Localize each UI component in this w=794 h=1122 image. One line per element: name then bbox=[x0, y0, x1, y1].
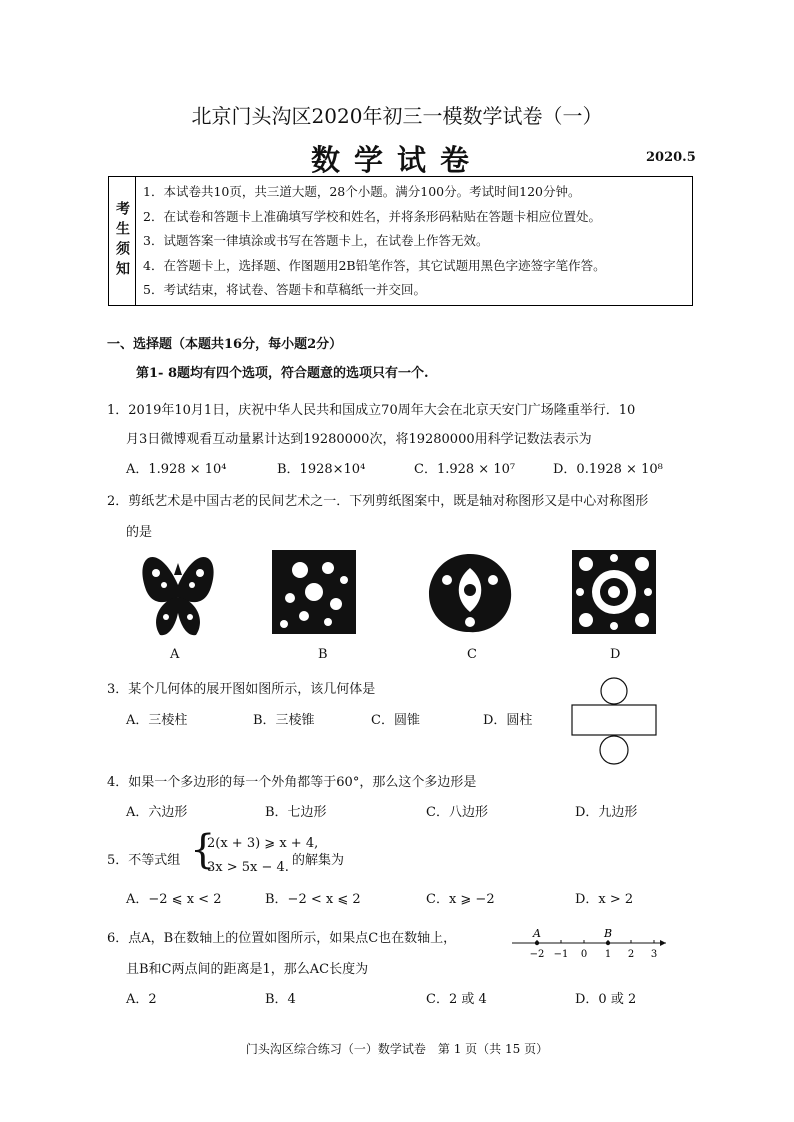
notice-item: 2．在试卷和答题卡上准确填写学校和姓名，并将条形码粘贴在答题卡相应位置处。 bbox=[143, 208, 601, 224]
number-line-arrow bbox=[660, 940, 666, 946]
q2-label-d: D bbox=[610, 647, 621, 662]
exam-date: 2020.5 bbox=[646, 150, 696, 165]
q2-label-b: B bbox=[318, 647, 328, 662]
q5-suffix: 的解集为 bbox=[292, 853, 345, 868]
notice-item: 1．本试卷共10页，共三道大题，28个小题。满分100分。考试时间120分钟。 bbox=[143, 184, 581, 199]
q5-inequality-2: 3x > 5x − 4. bbox=[207, 860, 289, 875]
point-a-dot bbox=[535, 941, 539, 945]
tick-label: 0 bbox=[580, 949, 588, 960]
notice-item: 3．试题答案一律填涂或书写在答题卡上，在试卷上作答无效。 bbox=[143, 233, 489, 248]
q4-text: 4．如果一个多边形的每一个外角都等于60°，那么这个多边形是 bbox=[107, 775, 477, 790]
q3-option-d: D．圆柱 bbox=[483, 713, 533, 728]
exam-title: 北京门头沟区2020年初三一模数学试卷（一） bbox=[191, 104, 603, 128]
number-line-figure bbox=[510, 926, 672, 962]
exam-subtitle: 数学试卷 bbox=[310, 143, 483, 177]
notice-item: 5．考试结束，将试卷、答题卡和草稿纸一并交回。 bbox=[143, 282, 426, 297]
q5-option-c: C．x ⩾ −2 bbox=[426, 892, 495, 907]
q6-text-line2: 且B和C两点间的距离是1，那么AC长度为 bbox=[126, 962, 369, 977]
q3-option-a: A．三棱柱 bbox=[126, 713, 188, 728]
q1-text-line2: 月3日微博观看互动量累计达到19280000次，将19280000用科学记数法表示为 bbox=[126, 432, 592, 447]
q3-option-c: C．圆锥 bbox=[371, 713, 420, 728]
q1-option-d: D．0.1928 × 10⁸ bbox=[553, 462, 663, 477]
q5-inequality-1: 2(x + 3) ⩾ x + 4, bbox=[207, 836, 319, 851]
q2-text-line2: 的是 bbox=[126, 525, 153, 540]
section-instruction: 第1- 8题均有四个选项，符合题意的选项只有一个. bbox=[136, 366, 429, 381]
q1-option-c: C．1.928 × 10⁷ bbox=[414, 462, 516, 477]
q2-label-c: C bbox=[467, 647, 477, 662]
q6-option-c: C．2 或 4 bbox=[426, 992, 487, 1007]
q5-option-b: B．−2 < x ⩽ 2 bbox=[265, 892, 361, 907]
q6-text-line1: 6．点A，B在数轴上的位置如图所示，如果点C也在数轴上， bbox=[107, 931, 457, 946]
q1-option-b: B．1928×10⁴ bbox=[277, 462, 366, 477]
papercut-flower-image bbox=[568, 546, 660, 638]
q2-text-line1: 2．剪纸艺术是中国古老的民间艺术之一．下列剪纸图案中，既是轴对称图形又是中心对称图形 bbox=[107, 494, 649, 509]
q5-prefix: 5．不等式组 bbox=[107, 853, 181, 868]
tick-label: 3 bbox=[650, 949, 658, 960]
q3-option-b: B．三棱锥 bbox=[253, 713, 315, 728]
tick-label: −1 bbox=[553, 949, 569, 960]
notice-label: 考生须知 bbox=[114, 201, 130, 281]
notice-box bbox=[108, 176, 693, 306]
q6-option-d: D．0 或 2 bbox=[575, 992, 637, 1007]
papercut-butterfly-image bbox=[138, 545, 218, 640]
point-b-label: B bbox=[604, 927, 613, 940]
cylinder-net-figure bbox=[568, 676, 660, 768]
q6-option-a: A．2 bbox=[126, 992, 157, 1007]
q4-option-a: A．六边形 bbox=[126, 805, 188, 820]
tick-label: −2 bbox=[529, 949, 545, 960]
notice-label-cell bbox=[109, 177, 136, 305]
q3-text: 3．某个几何体的展开图如图所示，该几何体是 bbox=[107, 682, 376, 697]
papercut-fish-image bbox=[425, 550, 515, 636]
q5-option-d: D．x > 2 bbox=[575, 892, 634, 907]
papercut-mouse-image bbox=[270, 548, 358, 636]
point-a-label: A bbox=[533, 927, 541, 940]
notice-item: 4．在答题卡上，选择题、作图题用2B铅笔作答，其它试题用黑色字迹签字笔作答。 bbox=[143, 257, 606, 273]
q1-text-line1: 1．2019年10月1日，庆祝中华人民共和国成立70周年大会在北京天安门广场隆重举行．10 bbox=[107, 403, 636, 418]
page-footer: 门头沟区综合练习（一）数学试卷 第 1 页（共 15 页） bbox=[245, 1042, 549, 1056]
section-heading: 一、选择题（本题共16分，每小题2分） bbox=[107, 337, 343, 352]
q6-option-b: B．4 bbox=[265, 992, 296, 1007]
q4-option-c: C．八边形 bbox=[426, 805, 488, 820]
q2-label-a: A bbox=[170, 647, 180, 662]
tick-label: 2 bbox=[627, 949, 635, 960]
brace-symbol: { bbox=[190, 827, 216, 873]
q4-option-b: B．七边形 bbox=[265, 805, 327, 820]
q1-option-a: A．1.928 × 10⁴ bbox=[126, 462, 227, 477]
notice-list bbox=[143, 180, 606, 303]
q5-option-a: A．−2 ⩽ x < 2 bbox=[126, 892, 222, 907]
tick-label: 1 bbox=[604, 949, 612, 960]
point-b-dot bbox=[606, 941, 610, 945]
q4-option-d: D．九边形 bbox=[575, 805, 638, 820]
